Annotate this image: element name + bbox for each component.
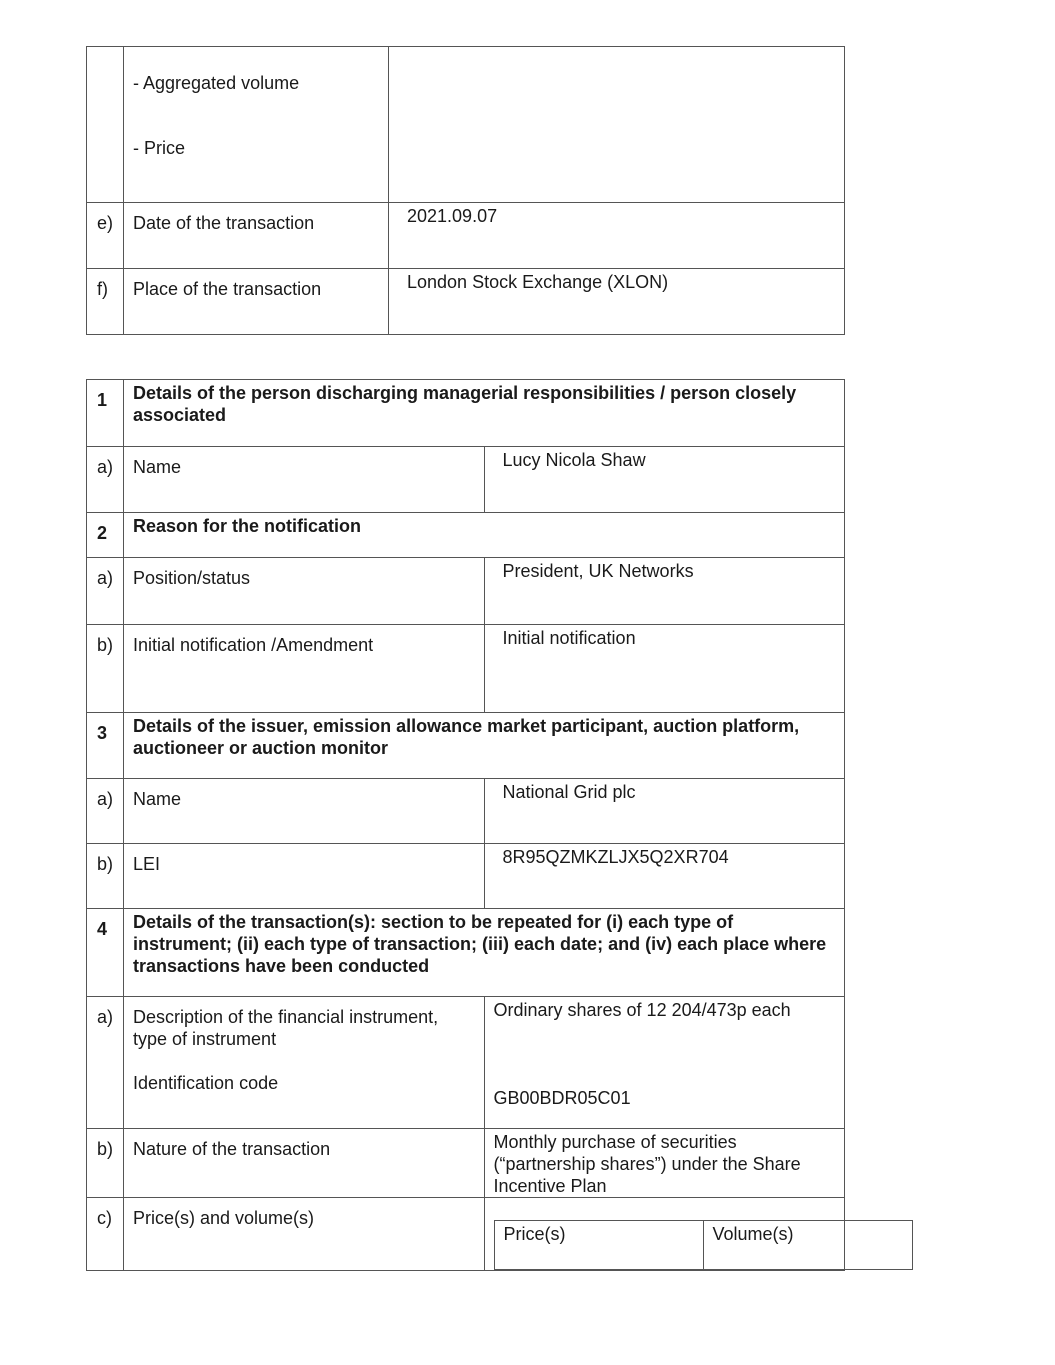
section-number: 2 (97, 523, 108, 543)
transaction-nature-value: Monthly purchase of securities (“partnership shares”) under the Share Incentive Plan (484, 1129, 845, 1198)
row-number: b) (97, 635, 114, 655)
section-title: Details of the person discharging managerial responsibilities / person closely associated (124, 380, 845, 447)
row-number: b) (97, 1139, 114, 1159)
row-label: Place of the transaction (124, 269, 389, 335)
table-row (87, 625, 845, 713)
row-label: LEI (124, 844, 485, 909)
volume-column-header: Volume(s) (703, 1221, 912, 1270)
transaction-date-value: 2021.09.07 (389, 203, 845, 269)
price-column-header: Price(s) (494, 1221, 703, 1270)
position-status-value: President, UK Networks (484, 558, 845, 625)
table-row (87, 269, 845, 335)
table-row (87, 997, 845, 1129)
lei-value: 8R95QZMKZLJX5Q2XR704 (484, 844, 845, 909)
row-number: a) (97, 568, 114, 588)
issuer-name-value: National Grid plc (484, 779, 845, 844)
row-label: Name (124, 779, 485, 844)
instrument-description-value: Ordinary shares of 12 204/473p each (493, 1000, 791, 1020)
section-title: Reason for the notification (124, 513, 845, 558)
table-row (87, 844, 845, 909)
aggregated-volume-label: - Aggregated volume (133, 73, 300, 93)
identification-code-value: GB00BDR05C01 (493, 1088, 631, 1108)
row-number: a) (97, 457, 114, 477)
transaction-place-value: London Stock Exchange (XLON) (389, 269, 845, 335)
section-header-row (87, 713, 845, 779)
section-number: 4 (97, 919, 108, 939)
instrument-description-label: Description of the financial instrument, type of instrument (133, 1007, 439, 1049)
identification-code-label: Identification code (133, 1073, 279, 1093)
row-number: c) (97, 1208, 112, 1228)
person-name-value: Lucy Nicola Shaw (484, 447, 845, 513)
row-label: Position/status (124, 558, 485, 625)
table-row (87, 558, 845, 625)
row-number: a) (97, 789, 114, 809)
row-label: Nature of the transaction (124, 1129, 485, 1198)
section-header-row (87, 513, 845, 558)
section-number: 1 (97, 390, 108, 410)
table-row (494, 1221, 912, 1270)
section-header-row (87, 909, 845, 997)
row-number: a) (97, 1007, 114, 1027)
table-row (87, 779, 845, 844)
row-label: Price(s) and volume(s) (124, 1198, 485, 1271)
row-number: b) (97, 854, 114, 874)
section-title: Details of the issuer, emission allowance market participant, auction platform, auctioneer or auction monitor (124, 713, 845, 779)
price-label: - Price (133, 138, 186, 158)
table-row (87, 1129, 845, 1198)
row-label: Name (124, 447, 485, 513)
table-row (87, 1198, 845, 1271)
row-label: Initial notification /Amendment (124, 625, 485, 713)
row-label: Date of the transaction (124, 203, 389, 269)
table-row (87, 447, 845, 513)
section-title: Details of the transaction(s): section to be repeated for (i) each type of instrument; (ii) each type of transaction; (iii) each date; and (iv) each place where transactions have been conducted (124, 909, 845, 997)
section-header-row (87, 380, 845, 447)
section-number: 3 (97, 723, 108, 743)
table-row (87, 203, 845, 269)
price-volume-table (494, 1220, 913, 1270)
row-number: f) (97, 279, 108, 299)
pdmr-notification-table (86, 379, 845, 1271)
row-number: e) (97, 213, 114, 233)
transaction-details-table-continued (86, 46, 845, 335)
table-row (87, 47, 845, 203)
notification-type-value: Initial notification (484, 625, 845, 713)
